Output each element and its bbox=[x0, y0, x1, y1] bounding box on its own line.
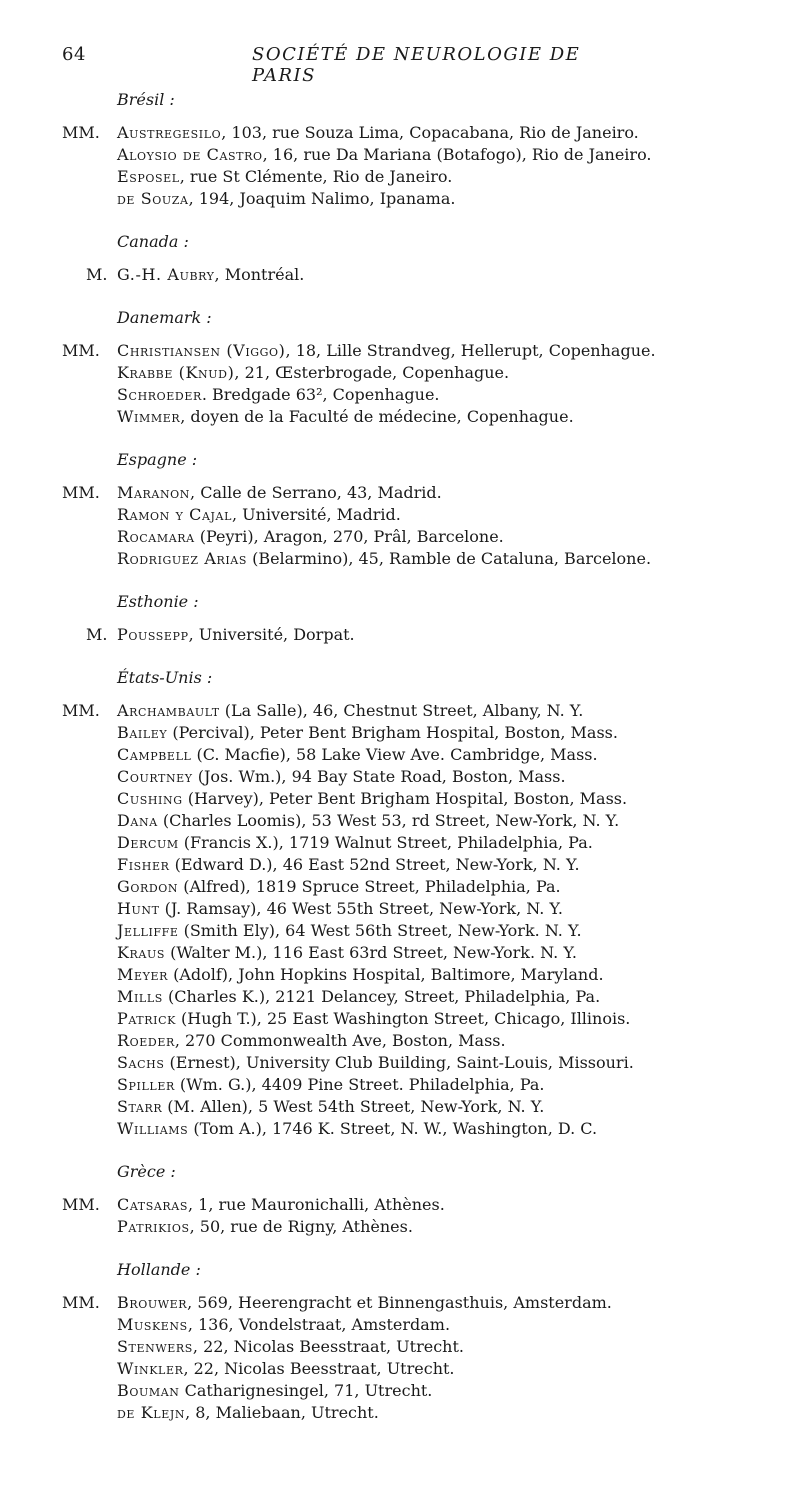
member-address: , 22, Nicolas Beesstraat, Utrecht. bbox=[183, 1359, 455, 1378]
entry-text bbox=[117, 122, 639, 144]
member-address: , 270 Commonwealth Ave, Boston, Mass. bbox=[174, 1031, 506, 1050]
member-name: Gordon bbox=[117, 877, 179, 896]
entry-text bbox=[117, 1008, 630, 1030]
entry-text bbox=[117, 482, 442, 504]
member-address: (Tom A.), 1746 K. Street, N. W., Washington, D. C. bbox=[188, 1119, 598, 1138]
member-address: (Walter M.), 116 East 63rd Street, New-York. N. Y. bbox=[165, 943, 577, 962]
member-address: (J. Ramsay), 46 West 55th Street, New-York, N. Y. bbox=[159, 899, 563, 918]
member-entry bbox=[0, 1096, 800, 1118]
member-address: , 16, rue Da Mariana (Botafogo), Rio de Janeiro. bbox=[262, 145, 652, 164]
member-entry bbox=[0, 1216, 800, 1238]
member-entry bbox=[0, 362, 800, 384]
member-entry bbox=[0, 1336, 800, 1358]
member-entry bbox=[0, 766, 800, 788]
member-entry bbox=[0, 788, 800, 810]
member-name: Hunt bbox=[117, 899, 160, 918]
member-name: Starr bbox=[117, 1097, 163, 1116]
member-name: Krabbe (Knud) bbox=[117, 363, 235, 382]
member-name: Courtney bbox=[117, 767, 193, 786]
entry-text bbox=[117, 898, 563, 920]
member-address: , 103, rue Souza Lima, Copacabana, Rio de Janeiro. bbox=[221, 123, 639, 142]
member-address: Catharignesingel, 71, Utrecht. bbox=[179, 1381, 433, 1400]
country-section bbox=[0, 668, 800, 1140]
country-section bbox=[0, 450, 800, 570]
member-address: (Ernest), University Club Building, Saint-Louis, Missouri. bbox=[164, 1053, 634, 1072]
member-name: Rodriguez Arias bbox=[117, 549, 247, 568]
member-name: Dana bbox=[117, 811, 158, 830]
country-section bbox=[0, 90, 800, 210]
country-heading: Grèce : bbox=[117, 1162, 176, 1181]
entry-text bbox=[117, 166, 452, 188]
member-name: Jelliffe bbox=[117, 921, 179, 940]
member-address: , rue St Clémente, Rio de Janeiro. bbox=[179, 167, 453, 186]
entry-text bbox=[117, 526, 504, 548]
page-number: 64 bbox=[62, 44, 86, 65]
member-entry bbox=[0, 384, 800, 406]
member-entry bbox=[0, 986, 800, 1008]
member-name: Archambault bbox=[117, 701, 220, 720]
entry-text bbox=[117, 876, 561, 898]
member-entry bbox=[0, 144, 800, 166]
member-entry bbox=[0, 264, 800, 286]
entry-text bbox=[117, 854, 580, 876]
entry-text bbox=[117, 188, 455, 210]
member-entry bbox=[0, 504, 800, 526]
country-section bbox=[0, 308, 800, 428]
member-entry bbox=[0, 876, 800, 898]
member-entry bbox=[0, 340, 800, 362]
member-address: (Hugh T.), 25 East Washington Street, Chicago, Illinois. bbox=[175, 1009, 631, 1028]
member-entry bbox=[0, 810, 800, 832]
entry-text bbox=[117, 1096, 544, 1118]
country-heading: États-Unis : bbox=[117, 668, 213, 687]
member-name: Esposel bbox=[117, 167, 180, 186]
page-header bbox=[62, 44, 642, 86]
member-entry bbox=[0, 548, 800, 570]
member-entry bbox=[0, 122, 800, 144]
entry-text bbox=[117, 1216, 413, 1238]
member-name: Williams bbox=[117, 1119, 189, 1138]
entry-text bbox=[117, 362, 509, 384]
member-address: , 194, Joaquim Nalimo, Ipanama. bbox=[188, 189, 456, 208]
member-name: Patrikios bbox=[117, 1217, 190, 1236]
country-section bbox=[0, 1260, 800, 1424]
member-entry bbox=[0, 832, 800, 854]
member-address: (Adolf), John Hopkins Hospital, Baltimore, Maryland. bbox=[168, 965, 604, 984]
member-name: Campbell bbox=[117, 745, 192, 764]
member-entry bbox=[0, 1052, 800, 1074]
country-heading: Brésil : bbox=[117, 90, 175, 109]
member-name: Patrick bbox=[117, 1009, 176, 1028]
member-entry bbox=[0, 624, 800, 646]
member-address: , 569, Heerengracht et Binnengasthuis, Amsterdam. bbox=[187, 1293, 612, 1312]
entry-text bbox=[117, 986, 600, 1008]
member-name: Winkler bbox=[117, 1359, 184, 1378]
member-name: Dercum bbox=[117, 833, 179, 852]
entry-text bbox=[117, 504, 401, 526]
entry-text bbox=[117, 1380, 432, 1402]
member-entry bbox=[0, 1402, 800, 1424]
member-name: Maranon bbox=[117, 483, 191, 502]
honorific: M. bbox=[86, 265, 108, 284]
member-name: Poussepp bbox=[117, 625, 189, 644]
member-address: (Wm. G.), 4409 Pine Street. Philadelphia, Pa. bbox=[174, 1075, 545, 1094]
entry-text bbox=[117, 1030, 506, 1052]
member-name: Stenwers bbox=[117, 1337, 193, 1356]
member-name: Austregesilo bbox=[117, 123, 222, 142]
member-entry bbox=[0, 1074, 800, 1096]
member-address: . Bredgade 63², Copenhague. bbox=[201, 385, 440, 404]
member-entry bbox=[0, 1194, 800, 1216]
honorific: MM. bbox=[62, 1195, 100, 1214]
member-address: , 136, Vondelstraat, Amsterdam. bbox=[187, 1315, 451, 1334]
member-entry bbox=[0, 942, 800, 964]
member-address: (Alfred), 1819 Spruce Street, Philadelphia, Pa. bbox=[178, 877, 561, 896]
member-entry bbox=[0, 166, 800, 188]
entry-text bbox=[117, 144, 652, 166]
entry-text bbox=[117, 384, 440, 406]
member-name: Bailey bbox=[117, 723, 168, 742]
member-entry bbox=[0, 406, 800, 428]
member-address: , Université, Madrid. bbox=[231, 505, 401, 524]
country-section bbox=[0, 592, 800, 646]
entry-text bbox=[117, 942, 577, 964]
member-entry bbox=[0, 964, 800, 986]
member-name: Bouman bbox=[117, 1381, 180, 1400]
honorific: M. bbox=[86, 625, 108, 644]
entry-text bbox=[117, 1314, 450, 1336]
country-section bbox=[0, 232, 800, 286]
member-address: (Edward D.), 46 East 52nd Street, New-York, N. Y. bbox=[169, 855, 580, 874]
member-name: Rocamara bbox=[117, 527, 195, 546]
entry-text bbox=[117, 624, 355, 646]
member-name: Spiller bbox=[117, 1075, 175, 1094]
entry-text bbox=[117, 1074, 545, 1096]
member-entry bbox=[0, 744, 800, 766]
entry-text bbox=[117, 722, 618, 744]
member-address: (La Salle), 46, Chestnut Street, Albany, N. Y. bbox=[219, 701, 584, 720]
member-name: de Souza bbox=[117, 189, 189, 208]
member-entry bbox=[0, 482, 800, 504]
member-entry bbox=[0, 700, 800, 722]
member-address: , 18, Lille Strandveg, Hellerupt, Copenhague. bbox=[285, 341, 656, 360]
member-name: Roeder bbox=[117, 1031, 175, 1050]
member-address: , Montréal. bbox=[214, 265, 305, 284]
member-name: Catsaras bbox=[117, 1195, 188, 1214]
entry-text bbox=[117, 1336, 464, 1358]
entry-text bbox=[117, 766, 566, 788]
member-address: (Charles Loomis), 53 West 53, rd Street, New-York, N. Y. bbox=[157, 811, 620, 830]
member-name: Kraus bbox=[117, 943, 165, 962]
entry-text bbox=[117, 810, 619, 832]
member-address: (Jos. Wm.), 94 Bay State Road, Boston, Mass. bbox=[192, 767, 566, 786]
country-heading: Espagne : bbox=[117, 450, 198, 469]
entry-text bbox=[117, 1358, 455, 1380]
member-address: , Université, Dorpat. bbox=[188, 625, 355, 644]
member-name: Muskens bbox=[117, 1315, 188, 1334]
member-address: (Francis X.), 1719 Walnut Street, Philadelphia, Pa. bbox=[178, 833, 593, 852]
member-entry bbox=[0, 854, 800, 876]
member-address: , 21, Œsterbrogade, Copenhague. bbox=[234, 363, 510, 382]
entry-text bbox=[117, 1194, 445, 1216]
country-heading: Hollande : bbox=[117, 1260, 201, 1279]
member-name: G.-H. Aubry bbox=[117, 265, 215, 284]
member-name: Ramon y Cajal bbox=[117, 505, 232, 524]
member-name: Meyer bbox=[117, 965, 168, 984]
member-address: , 8, Maliebaan, Utrecht. bbox=[185, 1403, 379, 1422]
entry-text bbox=[117, 1118, 597, 1140]
entry-text bbox=[117, 1402, 379, 1424]
country-heading: Esthonie : bbox=[117, 592, 199, 611]
member-address: , 50, rue de Rigny, Athènes. bbox=[189, 1217, 413, 1236]
member-entry bbox=[0, 1118, 800, 1140]
member-entry bbox=[0, 920, 800, 942]
member-entry bbox=[0, 1292, 800, 1314]
member-name: Christiansen (Viggo) bbox=[117, 341, 286, 360]
member-address: (Percival), Peter Bent Brigham Hospital, Boston, Mass. bbox=[167, 723, 618, 742]
member-entry bbox=[0, 188, 800, 210]
member-name: Cushing bbox=[117, 789, 183, 808]
member-name: Fisher bbox=[117, 855, 170, 874]
entry-text bbox=[117, 1052, 634, 1074]
entry-text bbox=[117, 788, 627, 810]
member-address: , 22, Nicolas Beesstraat, Utrecht. bbox=[192, 1337, 464, 1356]
entry-text bbox=[117, 406, 574, 428]
member-address: (Peyri), Aragon, 270, Prâl, Barcelone. bbox=[194, 527, 504, 546]
member-address: (Charles K.), 2121 Delancey, Street, Philadelphia, Pa. bbox=[162, 987, 601, 1006]
entry-text bbox=[117, 920, 582, 942]
member-name: Wimmer bbox=[117, 407, 181, 426]
entry-text bbox=[117, 264, 304, 286]
member-entry bbox=[0, 1008, 800, 1030]
member-address: (C. Macfie), 58 Lake View Ave. Cambridge, Mass. bbox=[191, 745, 598, 764]
running-title: SOCIÉTÉ DE NEUROLOGIE DE PARIS bbox=[252, 44, 581, 86]
member-entry bbox=[0, 1314, 800, 1336]
member-name: de Klejn bbox=[117, 1403, 186, 1422]
member-address: (M. Allen), 5 West 54th Street, New-York, N. Y. bbox=[162, 1097, 545, 1116]
entry-text bbox=[117, 700, 583, 722]
honorific: MM. bbox=[62, 123, 100, 142]
member-entry bbox=[0, 526, 800, 548]
member-entry bbox=[0, 722, 800, 744]
member-address: (Belarmino), 45, Ramble de Cataluna, Barcelone. bbox=[247, 549, 652, 568]
member-entry bbox=[0, 1030, 800, 1052]
member-address: (Smith Ely), 64 West 56th Street, New-York. N. Y. bbox=[178, 921, 582, 940]
country-heading: Canada : bbox=[117, 232, 189, 251]
member-list bbox=[0, 90, 800, 1446]
entry-text bbox=[117, 340, 656, 362]
member-name: Sachs bbox=[117, 1053, 165, 1072]
country-heading: Danemark : bbox=[117, 308, 212, 327]
entry-text bbox=[117, 964, 604, 986]
member-name: Aloysio de Castro bbox=[117, 145, 263, 164]
member-entry bbox=[0, 1358, 800, 1380]
member-name: Brouwer bbox=[117, 1293, 188, 1312]
entry-text bbox=[117, 744, 598, 766]
member-name: Mills bbox=[117, 987, 163, 1006]
member-address: (Harvey), Peter Bent Brigham Hospital, Boston, Mass. bbox=[182, 789, 628, 808]
entry-text bbox=[117, 548, 651, 570]
honorific: MM. bbox=[62, 341, 100, 360]
entry-text bbox=[117, 1292, 612, 1314]
entry-text bbox=[117, 832, 593, 854]
member-name: Schroeder bbox=[117, 385, 202, 404]
member-address: , doyen de la Faculté de médecine, Copenhague. bbox=[180, 407, 574, 426]
honorific: MM. bbox=[62, 701, 100, 720]
member-entry bbox=[0, 1380, 800, 1402]
member-entry bbox=[0, 898, 800, 920]
honorific: MM. bbox=[62, 1293, 100, 1312]
member-address: , 1, rue Mauronichalli, Athènes. bbox=[187, 1195, 445, 1214]
honorific: MM. bbox=[62, 483, 100, 502]
member-address: , Calle de Serrano, 43, Madrid. bbox=[190, 483, 442, 502]
country-section bbox=[0, 1162, 800, 1238]
